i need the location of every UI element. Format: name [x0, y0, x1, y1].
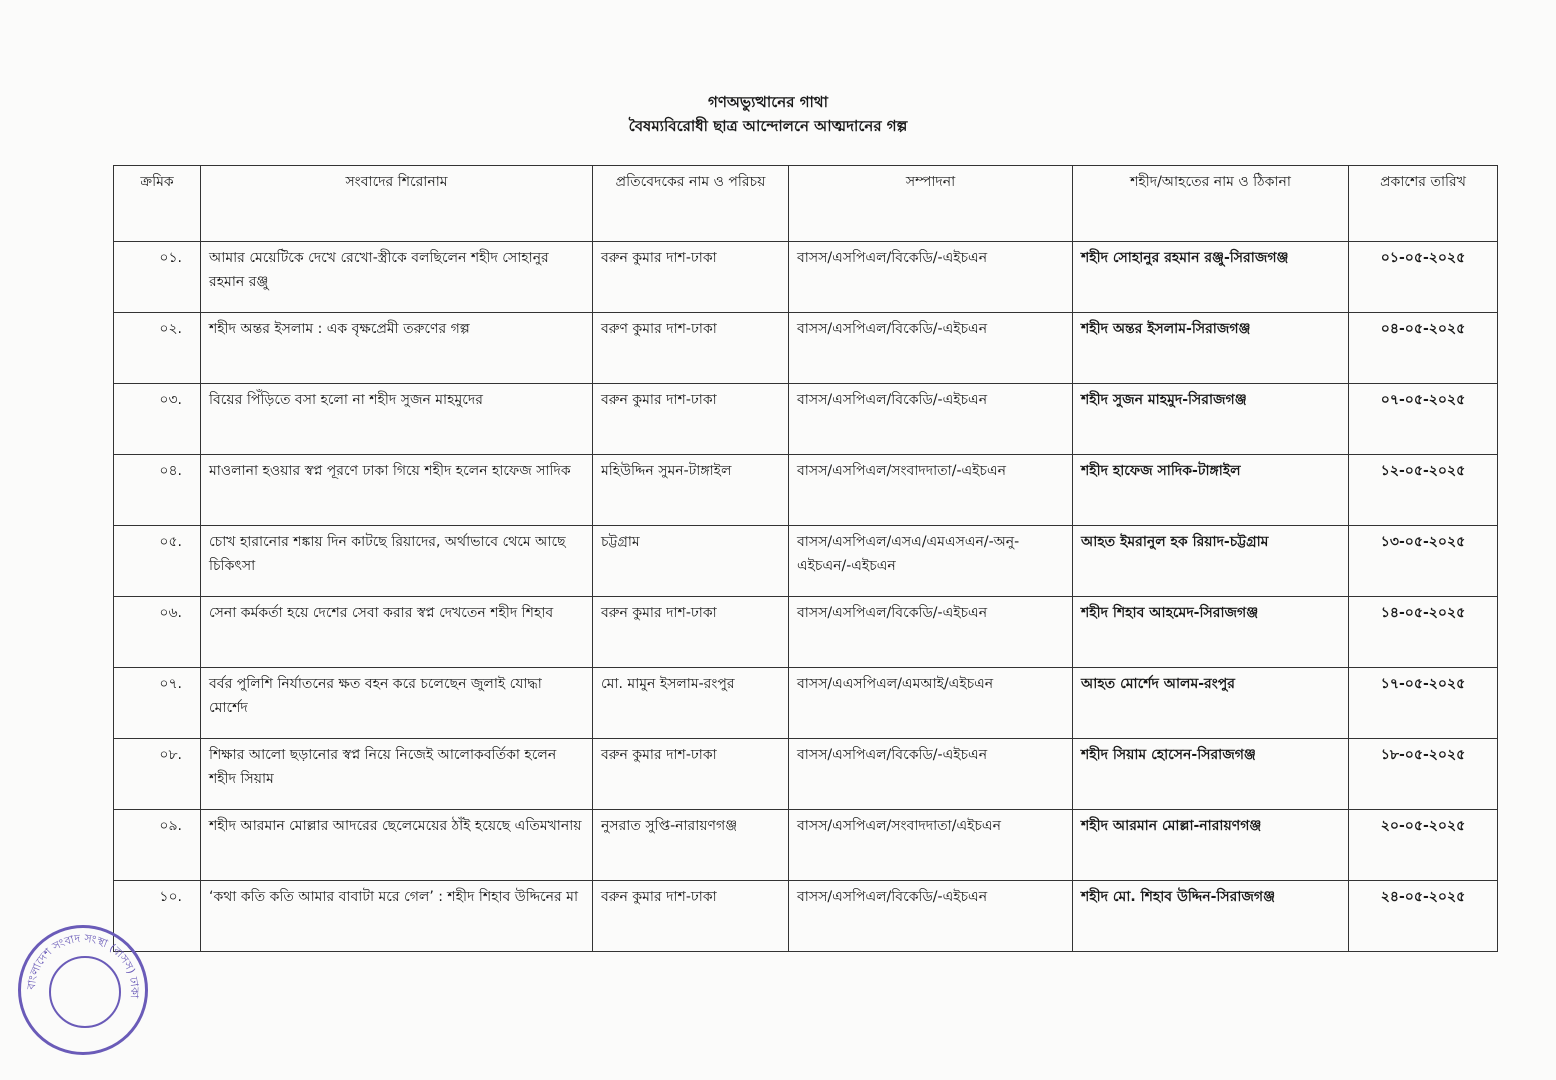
cell-serial: ০৪. [114, 455, 201, 526]
table-row [114, 810, 1498, 881]
cell-reporter: বরুন কুমার দাশ-ঢাকা [593, 242, 789, 313]
cell-headline: ‘কথা কতি কতি আমার বাবাটা মরে গেল’ : শহীদ শিহাব উদ্দিনের মা [201, 881, 593, 952]
cell-editing: বাসস/এসপিএল/এসএ/এমএসএন/-অনু-এইচএন/-এইচএন [789, 526, 1073, 597]
cell-victim: শহীদ আরমান মোল্লা-নারায়ণগঞ্জ [1073, 810, 1349, 881]
cell-reporter: মো. মামুন ইসলাম-রংপুর [593, 668, 789, 739]
cell-date: ২৪-০৫-২০২৫ [1349, 881, 1498, 952]
cell-headline: আমার মেয়েটিকে দেখে রেখো-স্ত্রীকে বলছিলেন শহীদ সোহানুর রহমান রঞ্জু [201, 242, 593, 313]
cell-serial: ০১. [114, 242, 201, 313]
cell-victim: শহীদ শিহাব আহমেদ-সিরাজগঞ্জ [1073, 597, 1349, 668]
heading-line-1: গণঅভ্যুত্থানের গাথা [708, 93, 828, 111]
cell-reporter: বরুণ কুমার দাশ-ঢাকা [593, 313, 789, 384]
cell-victim: শহীদ সুজন মাহমুদ-সিরাজগঞ্জ [1073, 384, 1349, 455]
header-headline: সংবাদের শিরোনাম [201, 166, 593, 242]
cell-date: ০৭-০৫-২০২৫ [1349, 384, 1498, 455]
header-victim: শহীদ/আহতের নাম ও ঠিকানা [1073, 166, 1349, 242]
cell-date: ১৭-০৫-২০২৫ [1349, 668, 1498, 739]
heading-line-2: বৈষম্যবিরোধী ছাত্র আন্দোলনে আত্মদানের গল্প [628, 117, 908, 135]
table-row [114, 881, 1498, 952]
cell-editing: বাসস/এসপিএল/বিকেডি/-এইচএন [789, 739, 1073, 810]
seal-lettering [21, 928, 145, 1052]
cell-victim: শহীদ সিয়াম হোসেন-সিরাজগঞ্জ [1073, 739, 1349, 810]
cell-headline: শহীদ আরমান মোল্লার আদরের ছেলেমেয়ের ঠাঁই হয়েছে এতিমখানায় [201, 810, 593, 881]
cell-headline: শিক্ষার আলো ছড়ানোর স্বপ্ন নিয়ে নিজেই আলোকবর্তিকা হলেন শহীদ সিয়াম [201, 739, 593, 810]
cell-victim: আহত ইমরানুল হক রিয়াদ-চট্টগ্রাম [1073, 526, 1349, 597]
cell-serial: ০৯. [114, 810, 201, 881]
cell-serial: ০৫. [114, 526, 201, 597]
header-serial: ক্রমিক [114, 166, 201, 242]
cell-victim: শহীদ হাফেজ সাদিক-টাঙ্গাইল [1073, 455, 1349, 526]
cell-headline: সেনা কর্মকর্তা হয়ে দেশের সেবা করার স্বপ্ন দেখতেন শহীদ শিহাব [201, 597, 593, 668]
news-table [113, 165, 1498, 952]
header-reporter: প্রতিবেদকের নাম ও পরিচয় [593, 166, 789, 242]
cell-editing: বাসস/এসপিএল/বিকেডি/-এইচএন [789, 597, 1073, 668]
table-row [114, 526, 1498, 597]
cell-reporter: মহিউদ্দিন সুমন-টাঙ্গাইল [593, 455, 789, 526]
cell-editing: বাসস/এসপিএল/সংবাদদাতা/-এইচএন [789, 455, 1073, 526]
table-row [114, 739, 1498, 810]
cell-serial: ০৭. [114, 668, 201, 739]
cell-serial: ০৩. [114, 384, 201, 455]
cell-serial: ০২. [114, 313, 201, 384]
cell-date: ০১-০৫-২০২৫ [1349, 242, 1498, 313]
header-editing: সম্পাদনা [789, 166, 1073, 242]
cell-date: ২০-০৫-২০২৫ [1349, 810, 1498, 881]
cell-date: ১৮-০৫-২০২৫ [1349, 739, 1498, 810]
cell-headline: চোখ হারানোর শঙ্কায় দিন কাটছে রিয়াদের, অর্থাভাবে থেমে আছে চিকিৎসা [201, 526, 593, 597]
cell-editing: বাসস/এসপিএল/বিকেডি/-এইচএন [789, 881, 1073, 952]
cell-date: ০৪-০৫-২০২৫ [1349, 313, 1498, 384]
cell-editing: বাসস/এসপিএল/সংবাদদাতা/এইচএন [789, 810, 1073, 881]
official-seal-stamp [18, 925, 148, 1055]
cell-headline: মাওলানা হওয়ার স্বপ্ন পূরণে ঢাকা গিয়ে শহীদ হলেন হাফেজ সাদিক [201, 455, 593, 526]
header-date: প্রকাশের তারিখ [1349, 166, 1498, 242]
cell-reporter: বরুন কুমার দাশ-ঢাকা [593, 597, 789, 668]
cell-serial: ০৬. [114, 597, 201, 668]
cell-victim: শহীদ অন্তর ইসলাম-সিরাজগঞ্জ [1073, 313, 1349, 384]
table-row [114, 597, 1498, 668]
table-row [114, 384, 1498, 455]
cell-editing: বাসস/এসপিএল/বিকেডি/-এইচএন [789, 242, 1073, 313]
table-row [114, 313, 1498, 384]
table-row [114, 668, 1498, 739]
cell-headline: বর্বর পুলিশি নির্যাতনের ক্ষত বহন করে চলেছেন জুলাই যোদ্ধা মোর্শেদ [201, 668, 593, 739]
cell-headline: বিয়ের পিঁড়িতে বসা হলো না শহীদ সুজন মাহমুদের [201, 384, 593, 455]
cell-reporter: বরুন কুমার দাশ-ঢাকা [593, 739, 789, 810]
cell-editing: বাসস/এএসপিএল/এমআই/এইচএন [789, 668, 1073, 739]
cell-reporter: বরুন কুমার দাশ-ঢাকা [593, 384, 789, 455]
cell-victim: শহীদ সোহানুর রহমান রঞ্জু-সিরাজগঞ্জ [1073, 242, 1349, 313]
cell-reporter: নুসরাত সুপ্তি-নারায়ণগঞ্জ [593, 810, 789, 881]
document-heading [0, 90, 1556, 138]
cell-date: ১৩-০৫-২০২৫ [1349, 526, 1498, 597]
cell-victim: আহত মোর্শেদ আলম-রংপুর [1073, 668, 1349, 739]
cell-serial: ০৮. [114, 739, 201, 810]
table-row [114, 242, 1498, 313]
cell-reporter: চট্টগ্রাম [593, 526, 789, 597]
cell-reporter: বরুন কুমার দাশ-ঢাকা [593, 881, 789, 952]
cell-editing: বাসস/এসপিএল/বিকেডি/-এইচএন [789, 313, 1073, 384]
cell-date: ১২-০৫-২০২৫ [1349, 455, 1498, 526]
svg-text:বাংলাদেশ সংবাদ সংস্থা (বাসস) ঢ: বাংলাদেশ সংবাদ সংস্থা (বাসস) ঢাকা [24, 931, 142, 999]
cell-date: ১৪-০৫-২০২৫ [1349, 597, 1498, 668]
cell-serial: ১০. [114, 881, 201, 952]
cell-victim: শহীদ মো. শিহাব উদ্দিন-সিরাজগঞ্জ [1073, 881, 1349, 952]
cell-editing: বাসস/এসপিএল/বিকেডি/-এইচএন [789, 384, 1073, 455]
table-header-row [114, 166, 1498, 242]
cell-headline: শহীদ অন্তর ইসলাম : এক বৃক্ষপ্রেমী তরুণের গল্প [201, 313, 593, 384]
table-row [114, 455, 1498, 526]
